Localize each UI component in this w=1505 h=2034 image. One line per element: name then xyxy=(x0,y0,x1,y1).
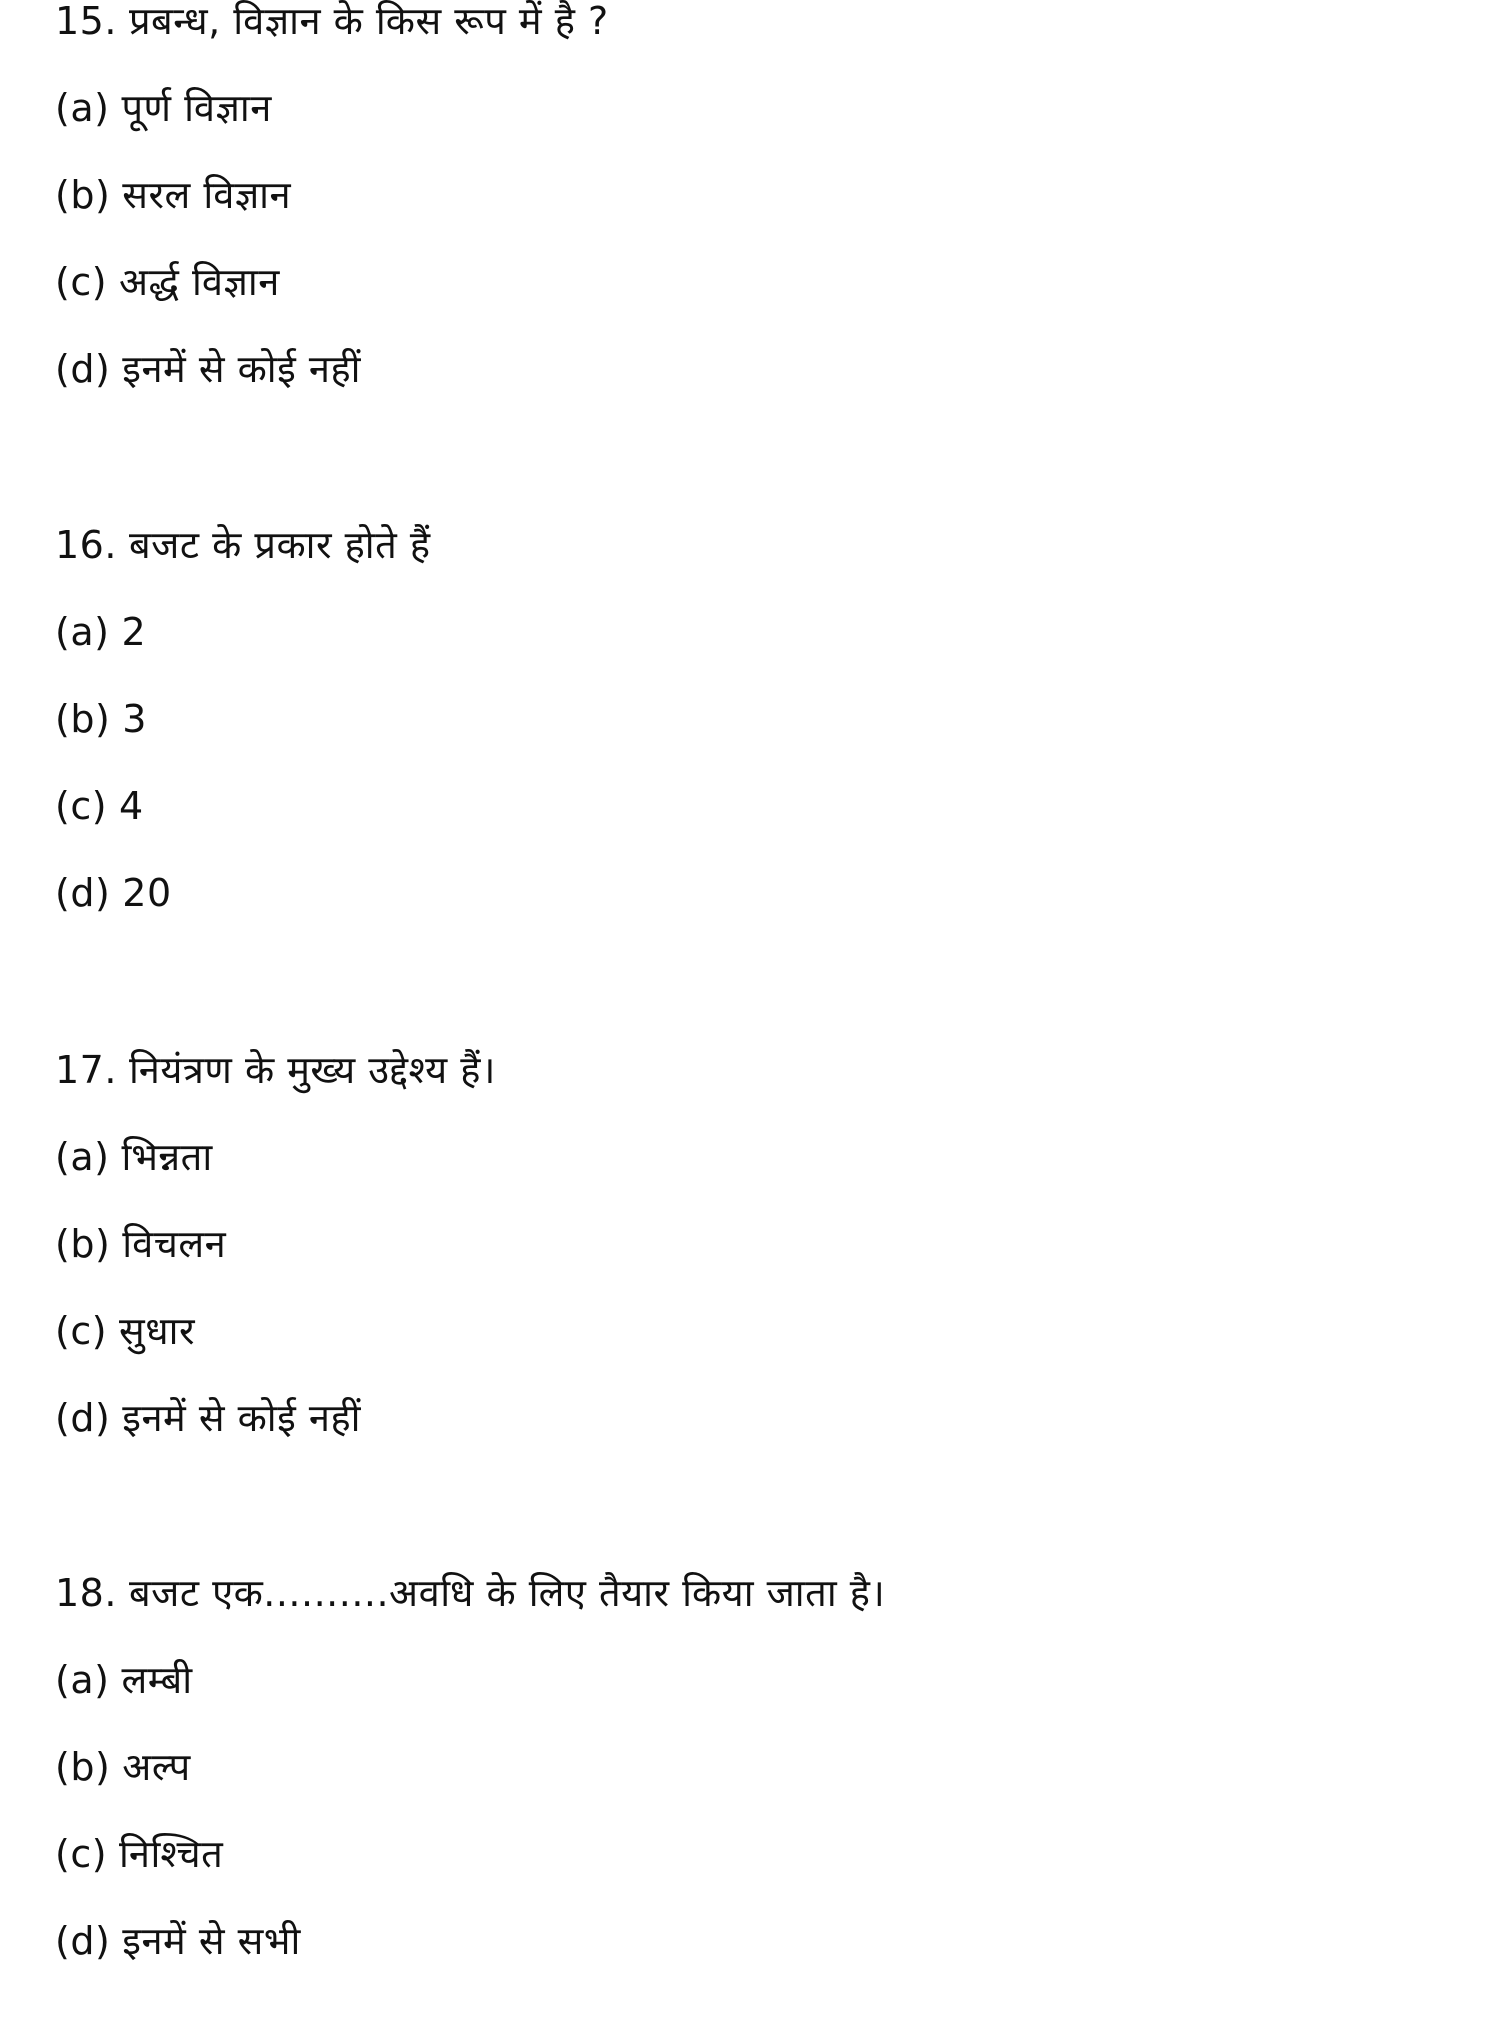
question-number: 16. xyxy=(55,523,117,567)
option-17b xyxy=(55,1219,226,1269)
question-16 xyxy=(55,520,431,570)
option-label: (c) xyxy=(55,260,108,304)
question-text: बजट एक..........अवधि के लिए तैयार किया जाता है। xyxy=(128,1571,886,1615)
option-text: 3 xyxy=(122,697,147,741)
option-label: (a) xyxy=(55,1135,110,1179)
option-label: (d) xyxy=(55,1396,111,1440)
option-text: 4 xyxy=(119,784,144,828)
option-15a xyxy=(55,83,272,133)
option-text: भिन्नता xyxy=(121,1135,213,1179)
option-text: अल्प xyxy=(122,1745,191,1789)
option-text: इनमें से कोई नहीं xyxy=(122,1396,361,1440)
option-16d xyxy=(55,868,172,918)
option-text: सुधार xyxy=(119,1309,195,1353)
option-18a xyxy=(55,1655,193,1705)
option-17a xyxy=(55,1132,213,1182)
question-number: 18. xyxy=(55,1571,117,1615)
question-number: 15. xyxy=(55,0,117,43)
option-text: इनमें से सभी xyxy=(122,1919,301,1963)
option-text: इनमें से कोई नहीं xyxy=(122,347,361,391)
option-text: विचलन xyxy=(122,1222,227,1266)
question-number: 17. xyxy=(55,1048,117,1092)
option-label: (c) xyxy=(55,1832,108,1876)
option-16a xyxy=(55,607,146,657)
question-18 xyxy=(55,1568,885,1618)
option-label: (d) xyxy=(55,871,111,915)
option-15b xyxy=(55,170,291,220)
option-18c xyxy=(55,1829,223,1879)
option-label: (a) xyxy=(55,1658,110,1702)
question-text: बजट के प्रकार होते हैं xyxy=(128,523,431,567)
question-text: नियंत्रण के मुख्य उद्देश्य हैं। xyxy=(128,1048,496,1092)
option-text: 20 xyxy=(122,871,172,915)
option-label: (b) xyxy=(55,1745,111,1789)
option-18d xyxy=(55,1916,301,1966)
option-15c xyxy=(55,257,280,307)
option-text: सरल विज्ञान xyxy=(122,173,292,217)
option-text: निश्चित xyxy=(119,1832,224,1876)
option-text: लम्बी xyxy=(121,1658,193,1702)
option-text: अर्द्ध विज्ञान xyxy=(119,260,280,304)
option-label: (a) xyxy=(55,86,110,130)
option-text: 2 xyxy=(121,610,147,654)
question-17 xyxy=(55,1045,496,1095)
question-text: प्रबन्ध, विज्ञान के किस रूप में है ? xyxy=(128,0,609,43)
option-17c xyxy=(55,1306,195,1356)
option-label: (c) xyxy=(55,784,108,828)
option-16b xyxy=(55,694,147,744)
option-label: (a) xyxy=(55,610,110,654)
option-label: (b) xyxy=(55,697,111,741)
option-15d xyxy=(55,344,361,394)
option-18b xyxy=(55,1742,191,1792)
option-label: (d) xyxy=(55,347,111,391)
option-text: पूर्ण विज्ञान xyxy=(121,86,272,130)
option-label: (c) xyxy=(55,1309,108,1353)
option-label: (b) xyxy=(55,1222,111,1266)
option-17d xyxy=(55,1393,361,1443)
option-16c xyxy=(55,781,144,831)
option-label: (d) xyxy=(55,1919,111,1963)
question-15 xyxy=(55,0,609,46)
option-label: (b) xyxy=(55,173,111,217)
